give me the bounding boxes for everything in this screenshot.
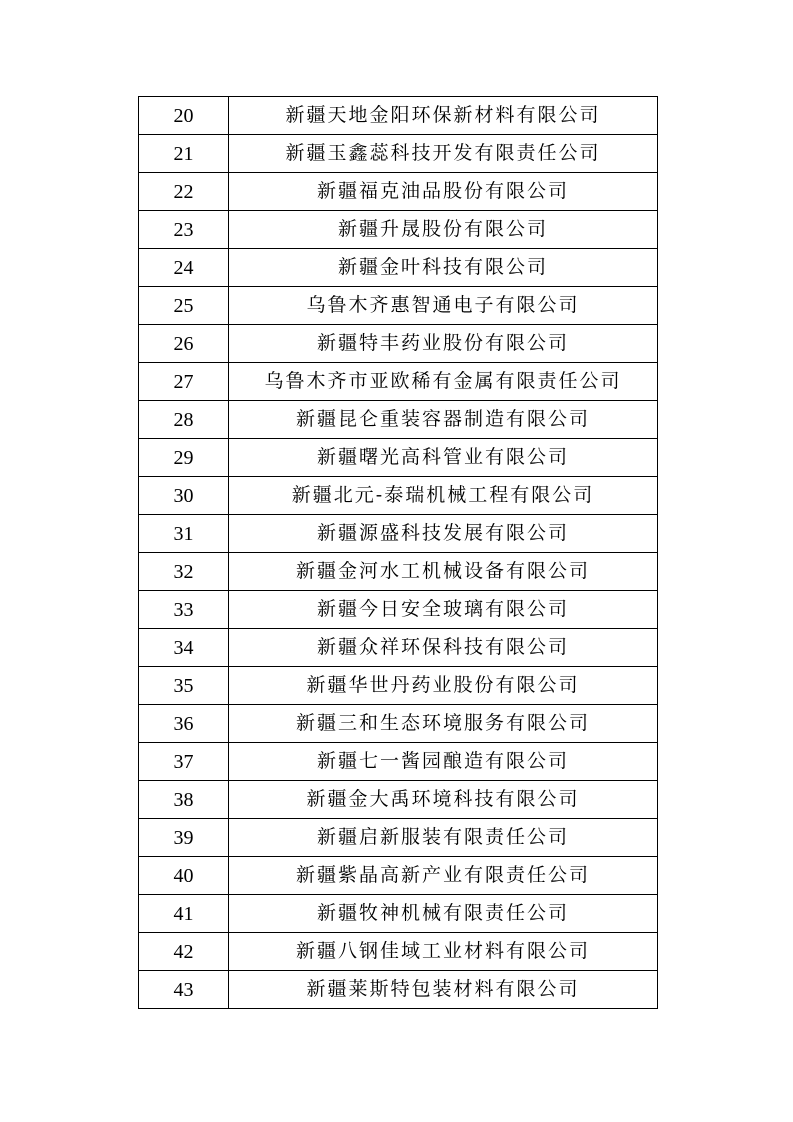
table-row	[139, 173, 658, 211]
row-number: 38	[139, 781, 229, 819]
table-row	[139, 705, 658, 743]
company-list-body	[139, 97, 658, 1009]
company-name: 新疆升晟股份有限公司	[229, 211, 658, 249]
table-row	[139, 743, 658, 781]
row-number: 21	[139, 135, 229, 173]
table-row	[139, 895, 658, 933]
company-name: 新疆启新服装有限责任公司	[229, 819, 658, 857]
row-number: 33	[139, 591, 229, 629]
row-number: 22	[139, 173, 229, 211]
table-row	[139, 363, 658, 401]
row-number: 31	[139, 515, 229, 553]
table-row	[139, 667, 658, 705]
row-number: 42	[139, 933, 229, 971]
company-name: 新疆紫晶高新产业有限责任公司	[229, 857, 658, 895]
table-row	[139, 325, 658, 363]
row-number: 32	[139, 553, 229, 591]
company-name: 新疆八钢佳域工业材料有限公司	[229, 933, 658, 971]
row-number: 23	[139, 211, 229, 249]
table-row	[139, 629, 658, 667]
table-row	[139, 591, 658, 629]
company-name: 乌鲁木齐市亚欧稀有金属有限责任公司	[229, 363, 658, 401]
company-name: 新疆特丰药业股份有限公司	[229, 325, 658, 363]
row-number: 25	[139, 287, 229, 325]
row-number: 35	[139, 667, 229, 705]
company-list-table	[138, 96, 658, 1009]
table-row	[139, 781, 658, 819]
table-row	[139, 401, 658, 439]
company-name: 新疆天地金阳环保新材料有限公司	[229, 97, 658, 135]
company-name: 新疆三和生态环境服务有限公司	[229, 705, 658, 743]
table-row	[139, 477, 658, 515]
row-number: 20	[139, 97, 229, 135]
company-name: 新疆北元-泰瑞机械工程有限公司	[229, 477, 658, 515]
row-number: 37	[139, 743, 229, 781]
company-name: 新疆七一酱园酿造有限公司	[229, 743, 658, 781]
company-name: 新疆曙光高科管业有限公司	[229, 439, 658, 477]
row-number: 43	[139, 971, 229, 1009]
company-name: 新疆牧神机械有限责任公司	[229, 895, 658, 933]
table-row	[139, 287, 658, 325]
row-number: 40	[139, 857, 229, 895]
table-row	[139, 97, 658, 135]
row-number: 26	[139, 325, 229, 363]
table-row	[139, 933, 658, 971]
row-number: 29	[139, 439, 229, 477]
company-name: 乌鲁木齐惠智通电子有限公司	[229, 287, 658, 325]
company-name: 新疆源盛科技发展有限公司	[229, 515, 658, 553]
company-name: 新疆福克油品股份有限公司	[229, 173, 658, 211]
table-row	[139, 819, 658, 857]
table-row	[139, 857, 658, 895]
row-number: 28	[139, 401, 229, 439]
company-name: 新疆莱斯特包装材料有限公司	[229, 971, 658, 1009]
company-name: 新疆金大禹环境科技有限公司	[229, 781, 658, 819]
table-row	[139, 971, 658, 1009]
company-name: 新疆玉鑫蕊科技开发有限责任公司	[229, 135, 658, 173]
row-number: 27	[139, 363, 229, 401]
table-row	[139, 249, 658, 287]
row-number: 24	[139, 249, 229, 287]
table-row	[139, 439, 658, 477]
row-number: 41	[139, 895, 229, 933]
company-name: 新疆金叶科技有限公司	[229, 249, 658, 287]
row-number: 36	[139, 705, 229, 743]
company-name: 新疆华世丹药业股份有限公司	[229, 667, 658, 705]
row-number: 39	[139, 819, 229, 857]
table-row	[139, 135, 658, 173]
table-row	[139, 553, 658, 591]
table-row	[139, 515, 658, 553]
row-number: 30	[139, 477, 229, 515]
company-name: 新疆众祥环保科技有限公司	[229, 629, 658, 667]
table-row	[139, 211, 658, 249]
company-name: 新疆今日安全玻璃有限公司	[229, 591, 658, 629]
company-name: 新疆金河水工机械设备有限公司	[229, 553, 658, 591]
row-number: 34	[139, 629, 229, 667]
company-name: 新疆昆仑重装容器制造有限公司	[229, 401, 658, 439]
